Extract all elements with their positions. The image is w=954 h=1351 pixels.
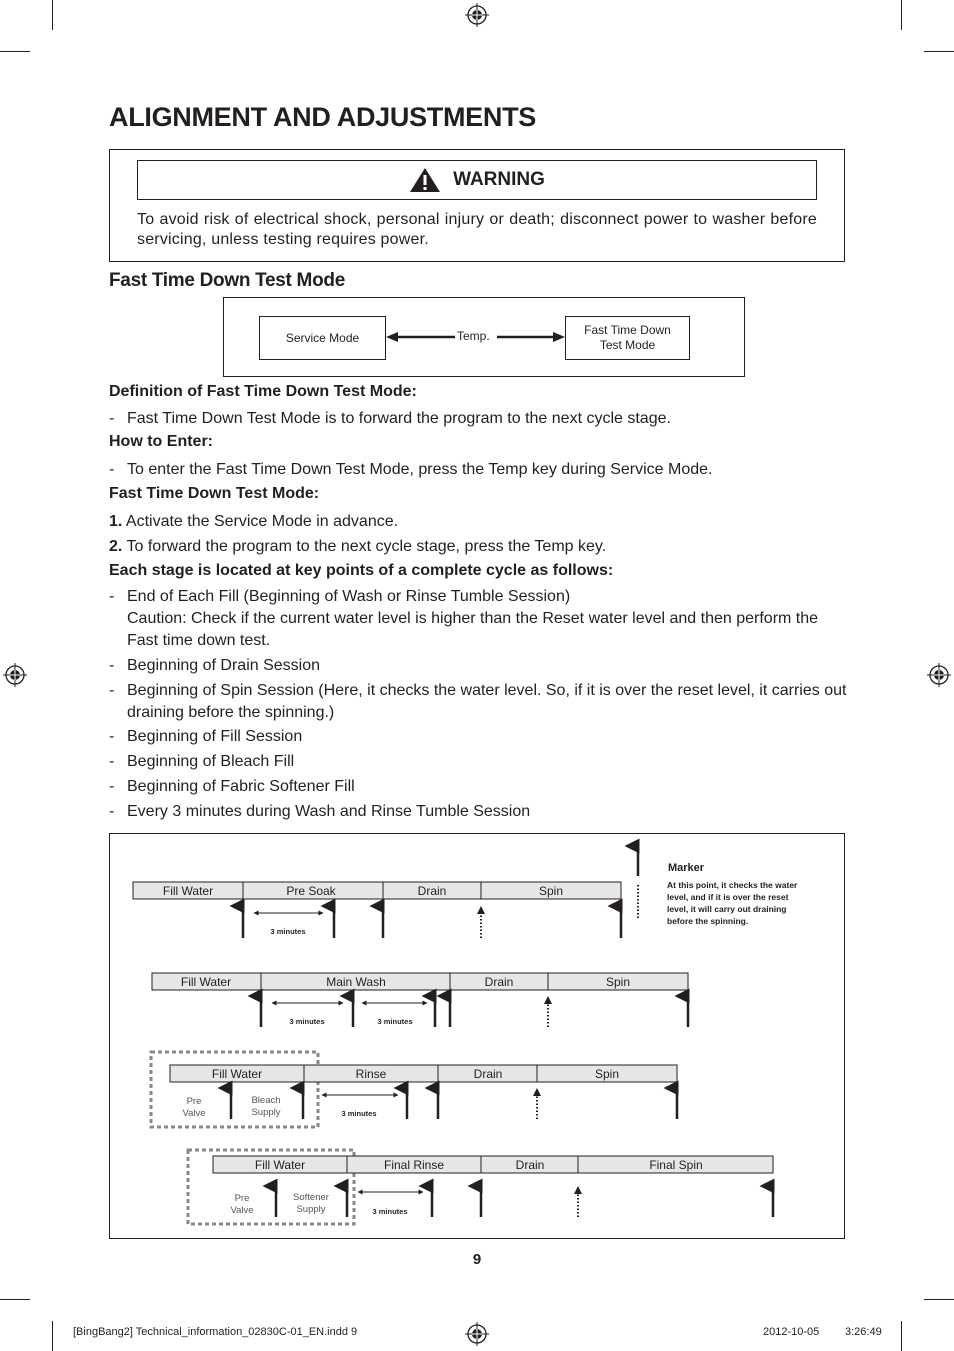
segment-label: Fill Water	[254, 1158, 306, 1172]
registration-mark-icon	[465, 3, 489, 27]
crop-mark	[0, 1299, 30, 1300]
registration-mark-icon	[927, 663, 951, 687]
definition-heading: Definition of Fast Time Down Test Mode:	[109, 383, 417, 400]
page-title: ALIGNMENT AND ADJUSTMENTS	[109, 102, 536, 132]
segment-label: Drain	[473, 1067, 503, 1081]
interval-label: 3 minutes	[289, 1017, 325, 1026]
legend-line: before the spinning.	[667, 916, 749, 926]
sub-label: Supply	[296, 1204, 326, 1215]
dotted-marker-head	[574, 1186, 582, 1194]
warning-triangle-icon	[409, 167, 441, 193]
warning-text: To avoid risk of electrical shock, personal injury or death; disconnect power to washer before servicing, unless testing requires power.	[137, 211, 817, 248]
fast-time-down-box	[565, 316, 690, 360]
cycle-diagram-svg	[110, 834, 844, 1238]
sub-label: Valve	[182, 1108, 206, 1119]
legend-title: Marker	[668, 862, 705, 874]
fill-detail-dashed-box	[151, 1052, 318, 1127]
sub-label: Softener	[293, 1192, 329, 1203]
interval-label: 3 minutes	[372, 1207, 408, 1216]
segment-label: Rinse	[355, 1067, 387, 1081]
interval-label: 3 minutes	[270, 927, 306, 936]
stage-item: - Beginning of Fill Session	[109, 728, 303, 745]
sub-label: Bleach	[251, 1095, 281, 1106]
segment-label: Final Rinse	[383, 1158, 445, 1172]
sub-label: Valve	[230, 1205, 254, 1216]
stage-item: - Every 3 minutes during Wash and Rinse Tumble Session	[109, 803, 531, 820]
stage-item: - Beginning of Fabric Softener Fill	[109, 778, 355, 795]
stage-item: - Beginning of Spin Session (Here, it checks the water level. So, if it is over the reset level, it carries out draining before the spinning.)	[109, 682, 847, 721]
stage-item: - Beginning of Bleach Fill	[109, 753, 295, 770]
stage-caution: Caution: Check if the current water level is higher than the Reset water level and then perform the Fast time down test.	[127, 610, 819, 649]
legend-line: level, it will carry out draining	[667, 904, 787, 914]
segment-label: Spin	[594, 1067, 620, 1081]
crop-mark	[0, 51, 30, 52]
definition-item: - Fast Time Down Test Mode is to forward the program to the next cycle stage.	[109, 410, 671, 427]
segment-label: Fill Water	[211, 1067, 263, 1081]
segment-label: Spin	[538, 884, 564, 898]
warning-box	[109, 149, 845, 262]
footer-date: 2012-10-05	[763, 1326, 820, 1338]
cycle-row-final-rinse	[188, 1150, 773, 1224]
registration-mark-icon	[3, 663, 27, 687]
footer-file: [BingBang2] Technical_information_02830C-01_EN.indd 9	[73, 1326, 358, 1338]
stages-heading: Each stage is located at key points of a complete cycle as follows:	[109, 562, 614, 579]
sub-label: Supply	[251, 1107, 281, 1118]
segment-label: Final Spin	[649, 1158, 703, 1172]
cycle-diagram	[109, 833, 845, 1239]
dotted-marker-head	[477, 906, 485, 914]
crop-mark	[52, 1321, 53, 1351]
flow-arrow-right-icon	[496, 331, 566, 343]
section-title: Fast Time Down Test Mode	[109, 270, 345, 291]
crop-mark	[52, 0, 53, 30]
crop-mark	[901, 0, 902, 30]
stage-item: - Beginning of Drain Session	[109, 657, 321, 674]
warning-heading-text: WARNING	[453, 169, 545, 190]
crop-mark	[924, 1299, 954, 1300]
dotted-marker-head	[533, 1088, 541, 1096]
sub-label: Pre	[234, 1193, 250, 1204]
fast-time-down-line1: Fast Time Down	[584, 323, 671, 337]
cycle-row-main-wash	[152, 973, 688, 1027]
segment-label: Main Wash	[326, 975, 386, 989]
registration-mark-icon	[465, 1322, 489, 1346]
segment-label: Pre Soak	[286, 884, 336, 898]
step-2: 2. To forward the program to the next cycle stage, press the Temp key.	[109, 538, 607, 555]
interval-label: 3 minutes	[341, 1109, 377, 1118]
segment-label: Drain	[484, 975, 514, 989]
step-1: 1. Activate the Service Mode in advance.	[109, 513, 399, 530]
cycle-row-rinse	[151, 1052, 677, 1127]
warning-heading	[137, 160, 817, 200]
crop-mark	[901, 1321, 902, 1351]
crop-mark	[924, 51, 954, 52]
segment-label: Fill Water	[162, 884, 214, 898]
legend-line: level, and if it is over the reset	[667, 892, 789, 902]
segment-label: Drain	[515, 1158, 545, 1172]
footer-time: 3:26:49	[845, 1326, 882, 1338]
sub-label: Pre	[186, 1096, 202, 1107]
stage-item: - End of Each Fill (Beginning of Wash or Rinse Tumble Session) Caution: Check if the current water level is higher than the Reset water level and then perform the Fast time down test.	[109, 586, 849, 652]
flow-arrow-label: Temp.	[457, 329, 490, 343]
mode-heading: Fast Time Down Test Mode:	[109, 485, 320, 502]
dotted-marker-head	[544, 996, 552, 1004]
how-to-enter-heading: How to Enter:	[109, 433, 213, 450]
segment-label: Spin	[605, 975, 631, 989]
interval-label: 3 minutes	[377, 1017, 413, 1026]
flow-arrow-left-icon	[385, 331, 457, 343]
fast-time-down-line2: Test Mode	[599, 338, 656, 352]
service-mode-box: Service Mode	[259, 316, 386, 360]
segment-label: Drain	[417, 884, 447, 898]
how-to-enter-item: - To enter the Fast Time Down Test Mode, press the Temp key during Service Mode.	[109, 461, 713, 478]
page-number: 9	[472, 1251, 482, 1268]
stage-item-text: End of Each Fill (Beginning of Wash or Rinse Tumble Session)	[127, 588, 571, 605]
segment-label: Fill Water	[180, 975, 232, 989]
legend-line: At this point, it checks the water	[667, 880, 798, 890]
flow-diagram	[223, 297, 745, 377]
cycle-row-presoak	[133, 882, 621, 938]
